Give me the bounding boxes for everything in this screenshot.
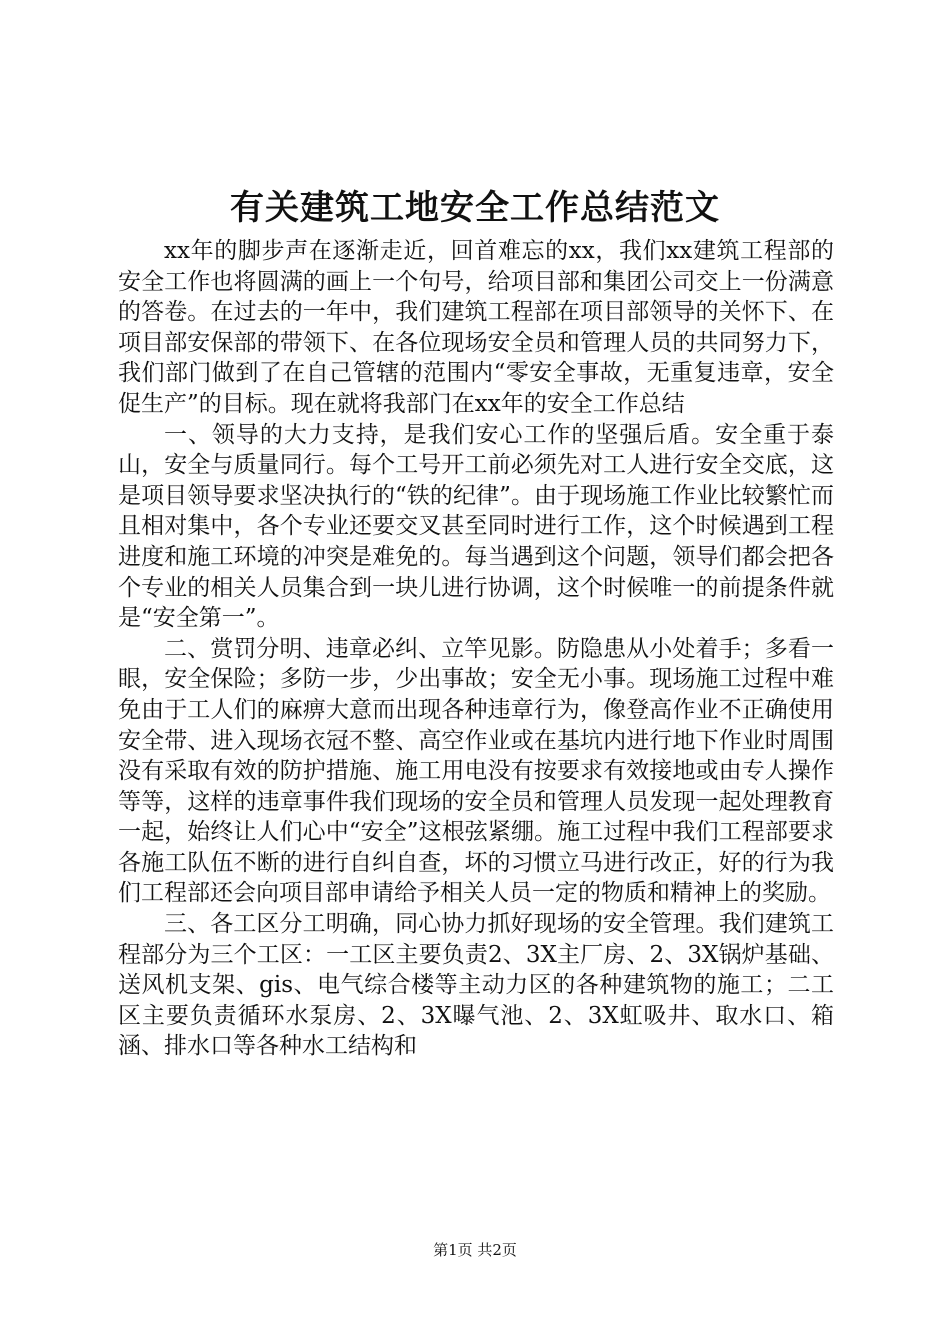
paragraph-section-2: 二、赏罚分明、违章必纠、立竿见影。防隐患从小处着手；多看一眼，安全保险；多防一步，少出事故；安全无小事。现场施工过程中难免由于工人们的麻痹大意而出现各种违章行为，像登高作业不正确使用安全带、进入现场衣冠不整、高空作业或在基坑内进行地下作业时周围没有采取有效的防护措施、施工用电没有按要求有效接地或由专人操作等等，这样的违章事件我们现场的安全员和管理人员发现一起处理教育一起，始终让人们心中“安全”这根弦紧绷。施工过程中我们工程部要求各施工队伍不断的进行自纠自查，坏的习惯立马进行改正，好的行为我们工程部还会向项目部申请给予相关人员一定的物质和精神上的奖励。 <box>118 635 834 907</box>
paragraph-intro: xx年的脚步声在逐渐走近，回首难忘的xx，我们xx建筑工程部的安全工作也将圆满的画上一个句号，给项目部和集团公司交上一份满意的答卷。在过去的一年中，我们建筑工程部在项目部领导的关怀下、在项目部安保部的带领下、在各位现场安全员和管理人员的共同努力下，我们部门做到了在自己管辖的范围内“零安全事故，无重复违章，安全促生产”的目标。现在就将我部门在xx年的安全工作总结 <box>118 238 834 417</box>
page-number-footer: 第1页 共2页 <box>433 1241 517 1259</box>
document-body <box>118 236 834 1062</box>
paragraph-section-1: 一、领导的大力支持，是我们安心工作的坚强后盾。安全重于泰山，安全与质量同行。每个工号开工前必须先对工人进行安全交底，这是项目领导要求坚决执行的“铁的纪律”。由于现场施工作业比较繁忙而且相对集中，各个专业还要交叉甚至同时进行工作，这个时候遇到工程进度和施工环境的冲突是难免的。每当遇到这个问题，领导们都会把各个专业的相关人员集合到一块儿进行协调，这个时候唯一的前提条件就是“安全第一”。 <box>118 421 834 632</box>
page-title: 有关建筑工地安全工作总结范文 <box>230 188 720 228</box>
paragraph-section-3: 三、各工区分工明确，同心协力抓好现场的安全管理。我们建筑工程部分为三个工区：一工区主要负责2、3X主厂房、2、3X锅炉基础、送风机支架、gis、电气综合楼等主动力区的各种建筑物的施工；二工区主要负责循环水泵房、2、3X曝气池、2、3X虹吸井、取水口、箱涵、排水口等各种水工结构和 <box>118 911 834 1060</box>
